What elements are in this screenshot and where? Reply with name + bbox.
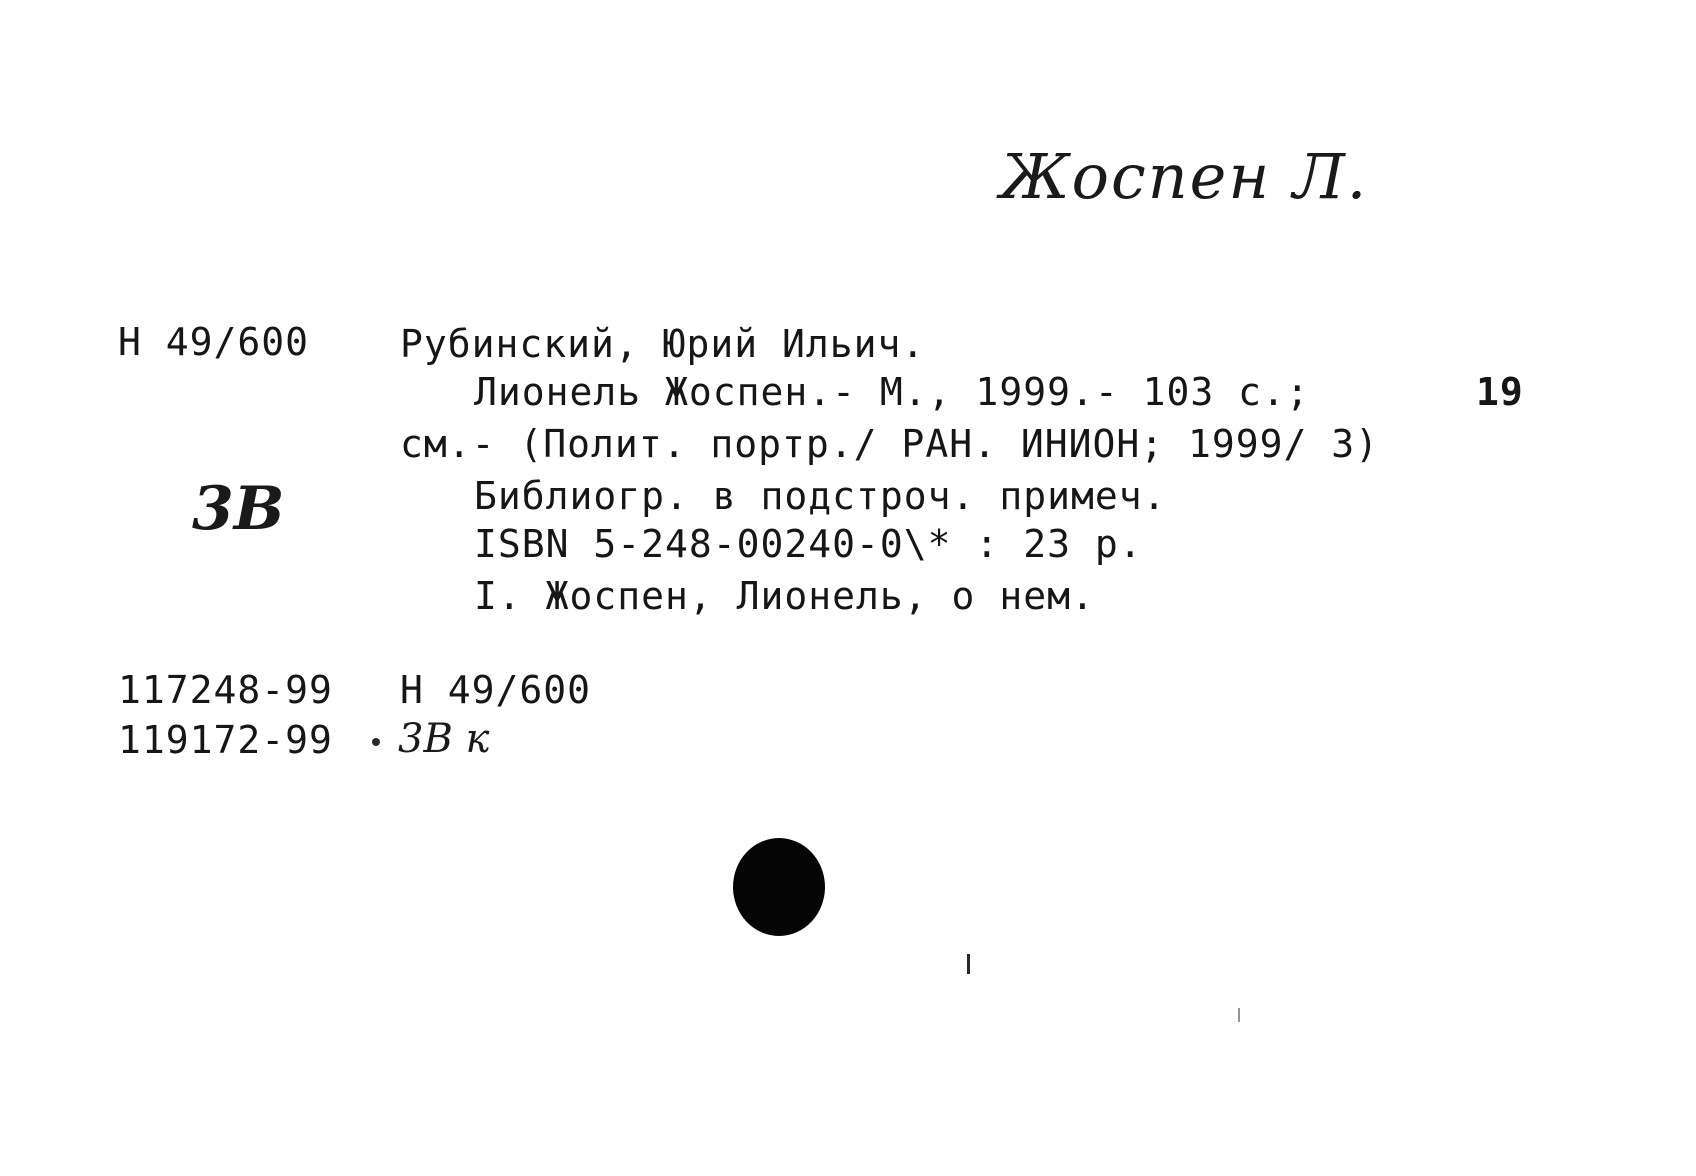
shelfmark: Н 49/600 <box>118 320 310 364</box>
author-line: Рубинский, Юрий Ильич. <box>400 322 926 366</box>
punch-hole <box>733 838 825 936</box>
scan-artifact-line <box>967 954 970 974</box>
bibliography-note: Библиогр. в подстроч. примеч. <box>474 474 1167 518</box>
subject-line: I. Жоспен, Лионель, о нем. <box>474 574 1095 618</box>
height-value: 19 <box>1476 370 1524 414</box>
handwritten-code: 3В <box>192 474 285 544</box>
scan-speck <box>1238 1008 1240 1022</box>
handwritten-heading: Жоспен Л. <box>1000 140 1369 213</box>
inventory-shelfmark: Н 49/600 <box>400 668 592 712</box>
inventory-number-1: 117248-99 <box>118 668 333 712</box>
dot-mark <box>372 738 380 746</box>
title-line-2: см.- (Полит. портр./ РАН. ИНИОН; 1999/ 3) <box>400 422 1379 466</box>
handwritten-inventory-mark: 3В к <box>398 716 490 762</box>
isbn-line: ISBN 5-248-00240-0\* : 23 р. <box>474 522 1143 566</box>
inventory-number-2: 119172-99 <box>118 718 333 762</box>
title-line-1: Лионель Жоспен.- М., 1999.- 103 с.; <box>474 370 1310 414</box>
